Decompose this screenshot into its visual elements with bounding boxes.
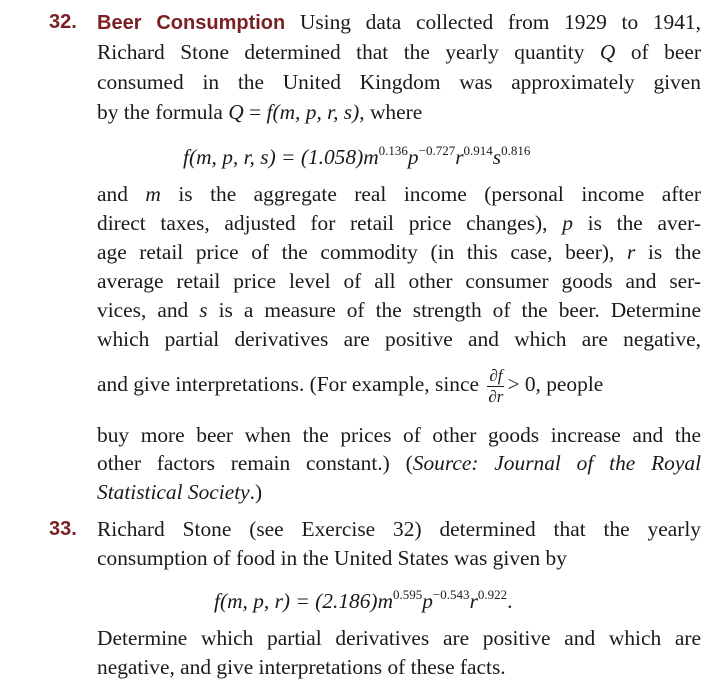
variable: Q [228, 100, 244, 124]
text: and [97, 182, 128, 206]
exponent: 0.816 [501, 143, 531, 158]
variable: m [145, 182, 161, 206]
text: , where [359, 100, 423, 124]
equation-lhs: f(m, p, r) = (2.186) [214, 589, 378, 613]
text: is the aver- [587, 211, 701, 235]
variable: m [377, 589, 394, 613]
exercise-32-body-6: which partial derivatives are positive and which are negative, [97, 327, 701, 351]
exponent: 0.136 [378, 143, 408, 158]
text: = [249, 100, 262, 124]
exercise-32-line-2 [97, 40, 701, 65]
exercise-32-body-4: average retail price level of all other consumer goods and ser- [97, 269, 701, 293]
exercise-32-body-2 [97, 211, 701, 236]
exercise-33-line-2: consumption of food in the United States was given by [97, 546, 567, 570]
exercise-32-body-7 [97, 362, 603, 407]
exercise-33-line-4: negative, and give interpretations of these facts. [97, 655, 506, 679]
exercise-32-body-1 [97, 182, 701, 207]
exercise-33-number: 33. [49, 518, 77, 540]
variable: r [455, 145, 464, 169]
exercise-32-line-3: consumed in the United Kingdom was approximately given [97, 70, 701, 94]
exercise-32-body-5 [97, 298, 701, 323]
text: other factors remain constant.) ( [97, 451, 413, 475]
exponent: −0.727 [418, 143, 456, 158]
exponent: 0.595 [393, 587, 423, 602]
text: age retail price of the commodity (in this case, beer), [97, 240, 615, 264]
exercise-32-line-1 [97, 10, 701, 36]
exponent: 0.922 [477, 587, 508, 602]
text: Richard Stone determined that the yearly quantity [97, 40, 585, 64]
exercise-32-body-10 [97, 480, 262, 505]
variable: s [492, 145, 502, 169]
exercise-32-equation [183, 145, 530, 170]
exercise-32-heading: Beer Consumption [97, 12, 286, 34]
variable: p [562, 211, 573, 235]
exercise-32-number: 32. [49, 11, 77, 33]
text: by the formula [97, 100, 223, 124]
text: and give interpretations. (For example, since [97, 372, 479, 396]
exercise-32-line-4 [97, 100, 422, 125]
text: of beer [630, 40, 701, 64]
partial-derivative-fraction [487, 366, 504, 407]
text: > 0, people [507, 372, 604, 396]
source-citation: Statistical Society [97, 480, 250, 504]
text: direct taxes, adjusted for retail price changes), [97, 211, 548, 235]
fraction-denominator: ∂r [488, 386, 504, 406]
variable: r [469, 589, 478, 613]
exercise-33-line-1: Richard Stone (see Exercise 32) determined that the yearly [97, 517, 701, 541]
exercise-32-body-8: buy more beer when the prices of other goods increase and the [97, 423, 701, 447]
exponent: 0.914 [463, 143, 493, 158]
variable: m [363, 145, 379, 169]
variable: p [407, 145, 419, 169]
text: is the [647, 240, 701, 264]
variable: p [422, 589, 433, 613]
variable: s [199, 298, 208, 322]
function: f(m, p, r, s) [266, 100, 360, 124]
text: Using data collected from 1929 to 1941, [299, 10, 701, 34]
text: is the aggregate real income (personal income after [178, 182, 701, 206]
text: .) [249, 480, 263, 504]
variable: r [627, 240, 636, 264]
variable: Q [599, 40, 616, 64]
text: is a measure of the strength of the beer. Determine [218, 298, 701, 322]
text: vices, and [97, 298, 189, 322]
text: . [507, 589, 513, 613]
equation-lhs: f(m, p, r, s) = (1.058) [183, 145, 364, 169]
fraction-numerator: ∂f [489, 365, 503, 385]
source-citation: Source: Journal of the Royal [412, 451, 702, 475]
exponent: −0.543 [432, 587, 470, 602]
exercise-32-body-9 [97, 451, 701, 476]
exercise-33-equation [214, 589, 513, 614]
exercise-33-line-3: Determine which partial derivatives are positive and which are [97, 626, 701, 650]
exercise-32-body-3 [97, 240, 701, 265]
